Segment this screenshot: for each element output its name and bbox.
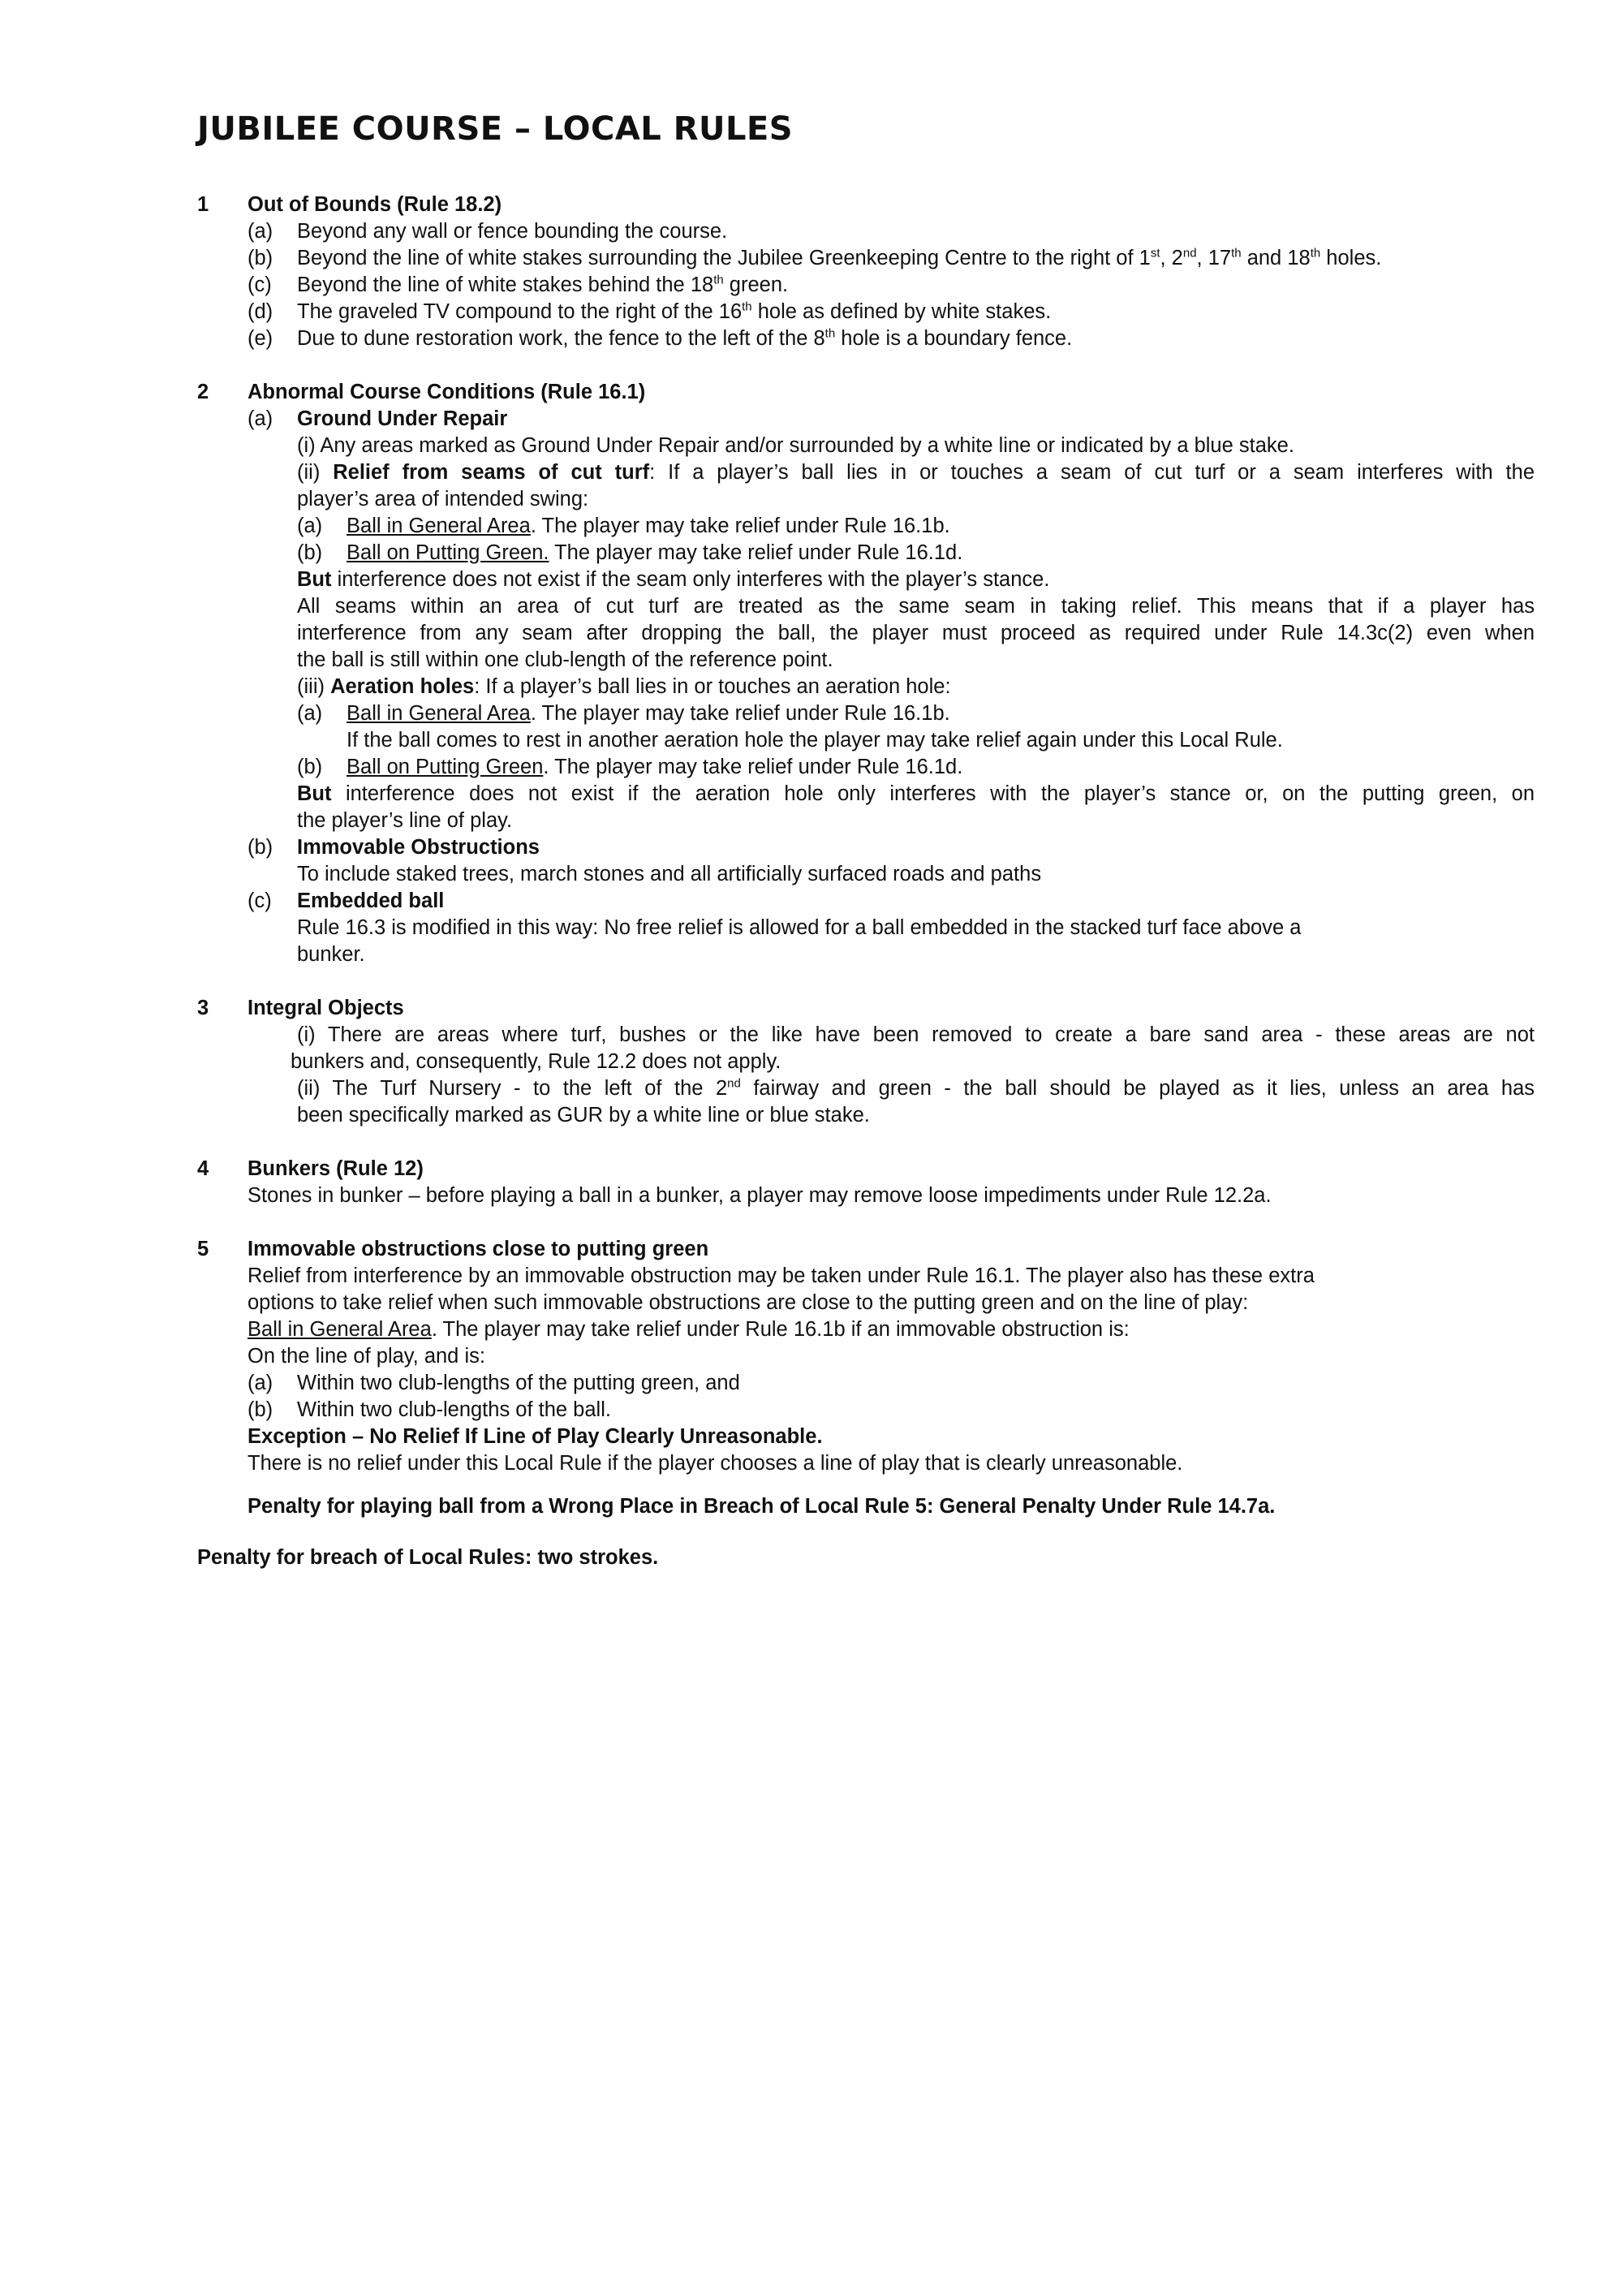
s2-b-heading: Immovable Obstructions <box>297 836 540 859</box>
section-3-number: 3 <box>197 997 209 1019</box>
s5-p1: Relief from interference by an immovable obstruction may be taken under Rule 16.1. The player also has these extra <box>248 1264 1315 1287</box>
s5-b-label: (b) <box>248 1398 273 1421</box>
section-4-number: 4 <box>197 1157 209 1180</box>
s2-a-ii-b-text: Ball on Putting Green. The player may take relief under Rule 16.1d. <box>347 541 963 564</box>
section-4-heading: Bunkers (Rule 12) <box>248 1157 424 1180</box>
s2-a-ii-line1: (ii) Relief from seams of cut turf: If a player’s ball lies in or touches a seam of cut turf or a seam interferes with the <box>297 461 1535 484</box>
s2-a-iii-a-label: (a) <box>297 702 323 725</box>
s2-a-i: (i) Any areas marked as Ground Under Repair and/or surrounded by a white line or indicated by a blue stake. <box>297 434 1294 457</box>
s2-a-ii-line2: player’s area of intended swing: <box>297 488 589 510</box>
s1-a-text: Beyond any wall or fence bounding the course. <box>297 220 728 243</box>
s2-a-ii-a-label: (a) <box>297 515 323 537</box>
s2-a-iii-b-label: (b) <box>297 756 323 778</box>
section-5-number: 5 <box>197 1238 209 1260</box>
section-5-heading: Immovable obstructions close to putting green <box>248 1238 709 1260</box>
s2-a-label: (a) <box>248 407 273 430</box>
s3-i-line2: bunkers and, consequently, Rule 12.2 does not apply. <box>291 1050 781 1073</box>
s2-a-heading: Ground Under Repair <box>297 407 508 430</box>
s2-a-but-aeration: But interference does not exist if the aeration hole only interferes with the player’s stance or, on the putting green, on <box>297 782 1535 805</box>
s2-a-but-aeration-line2: the player’s line of play. <box>297 809 513 832</box>
s1-e-label: (e) <box>248 327 273 350</box>
s1-b-label: (b) <box>248 247 273 269</box>
s2-c-text-1: Rule 16.3 is modified in this way: No free relief is allowed for a ball embedded in the stacked turf face above a <box>297 916 1302 939</box>
s5-a-text: Within two club-lengths of the putting green, and <box>297 1372 740 1394</box>
s3-ii-line2: been specifically marked as GUR by a white line or blue stake. <box>297 1104 870 1126</box>
s5-exception-text: There is no relief under this Local Rule if the player chooses a line of play that is clearly unreasonable. <box>248 1452 1183 1475</box>
s1-d-label: (d) <box>248 300 273 323</box>
s2-c-text-2: bunker. <box>297 943 365 966</box>
s2-c-heading: Embedded ball <box>297 890 445 912</box>
s1-e-text: Due to dune restoration work, the fence to the left of the 8th hole is a boundary fence. <box>297 326 1073 350</box>
s2-a-ii-b-label: (b) <box>297 541 323 564</box>
s1-b-text: Beyond the line of white stakes surrounding the Jubilee Greenkeeping Centre to the right of 1st, 2nd, 17th and 18th holes. <box>297 246 1382 269</box>
s1-c-label: (c) <box>248 274 272 296</box>
s2-c-label: (c) <box>248 890 272 912</box>
s5-p2: options to take relief when such immovable obstructions are close to the putting green and on the line of play: <box>248 1291 1249 1314</box>
s2-b-label: (b) <box>248 836 273 859</box>
s2-a-iii-b-text: Ball on Putting Green. The player may take relief under Rule 16.1d. <box>347 756 963 778</box>
s5-exception-heading: Exception – No Relief If Line of Play Clearly Unreasonable. <box>248 1425 823 1448</box>
s2-a-iii: (iii) Aeration holes: If a player’s ball lies in or touches an aeration hole: <box>297 675 951 698</box>
s5-p3: Ball in General Area. The player may take relief under Rule 16.1b if an immovable obstruction is: <box>248 1318 1130 1341</box>
s5-a-label: (a) <box>248 1372 273 1394</box>
page-title: JUBILEE COURSE – LOCAL RULES <box>197 110 794 148</box>
s2-b-text: To include staked trees, march stones and all artificially surfaced roads and paths <box>297 863 1042 885</box>
s2-a-all-seams-2: interference from any seam after dropping the ball, the player must proceed as required under Rule 14.3c(2) even when <box>297 622 1535 644</box>
penalty-footer: Penalty for breach of Local Rules: two strokes. <box>197 1546 659 1569</box>
section-2-number: 2 <box>197 381 209 403</box>
s2-a-iii-a-cont: If the ball comes to rest in another aeration hole the player may take relief again under this Local Rule. <box>347 729 1283 752</box>
s2-a-iii-a-text: Ball in General Area. The player may take relief under Rule 16.1b. <box>347 702 950 725</box>
s1-d-text: The graveled TV compound to the right of the 16th hole as defined by white stakes. <box>297 299 1052 323</box>
s3-i-line1: (i) There are areas where turf, bushes or the like have been removed to create a bare sand area - these areas are not <box>297 1023 1535 1046</box>
s1-a-label: (a) <box>248 220 273 243</box>
s5-b-text: Within two club-lengths of the ball. <box>297 1398 611 1421</box>
s5-p4: On the line of play, and is: <box>248 1345 485 1368</box>
s4-text: Stones in bunker – before playing a ball in a bunker, a player may remove loose impediments under Rule 12.2a. <box>248 1184 1272 1207</box>
s2-a-all-seams-3: the ball is still within one club-length of the reference point. <box>297 648 833 671</box>
section-3-heading: Integral Objects <box>248 997 404 1019</box>
s2-a-but-seam: But interference does not exist if the seam only interferes with the player’s stance. <box>297 568 1050 591</box>
s2-a-ii-a-text: Ball in General Area. The player may take relief under Rule 16.1b. <box>347 515 950 537</box>
s5-penalty: Penalty for playing ball from a Wrong Place in Breach of Local Rule 5: General Penalty Under Rule 14.7a. <box>248 1495 1276 1518</box>
section-1-number: 1 <box>197 193 209 216</box>
s2-a-all-seams-1: All seams within an area of cut turf are treated as the same seam in taking relief. This means that if a player has <box>297 595 1535 618</box>
s3-ii-line1: (ii) The Turf Nursery - to the left of the 2nd fairway and green - the ball should be played as it lies, unless an area has <box>297 1076 1535 1100</box>
section-2-heading: Abnormal Course Conditions (Rule 16.1) <box>248 381 646 403</box>
section-1-heading: Out of Bounds (Rule 18.2) <box>248 193 502 216</box>
s1-c-text: Beyond the line of white stakes behind the 18th green. <box>297 273 789 296</box>
